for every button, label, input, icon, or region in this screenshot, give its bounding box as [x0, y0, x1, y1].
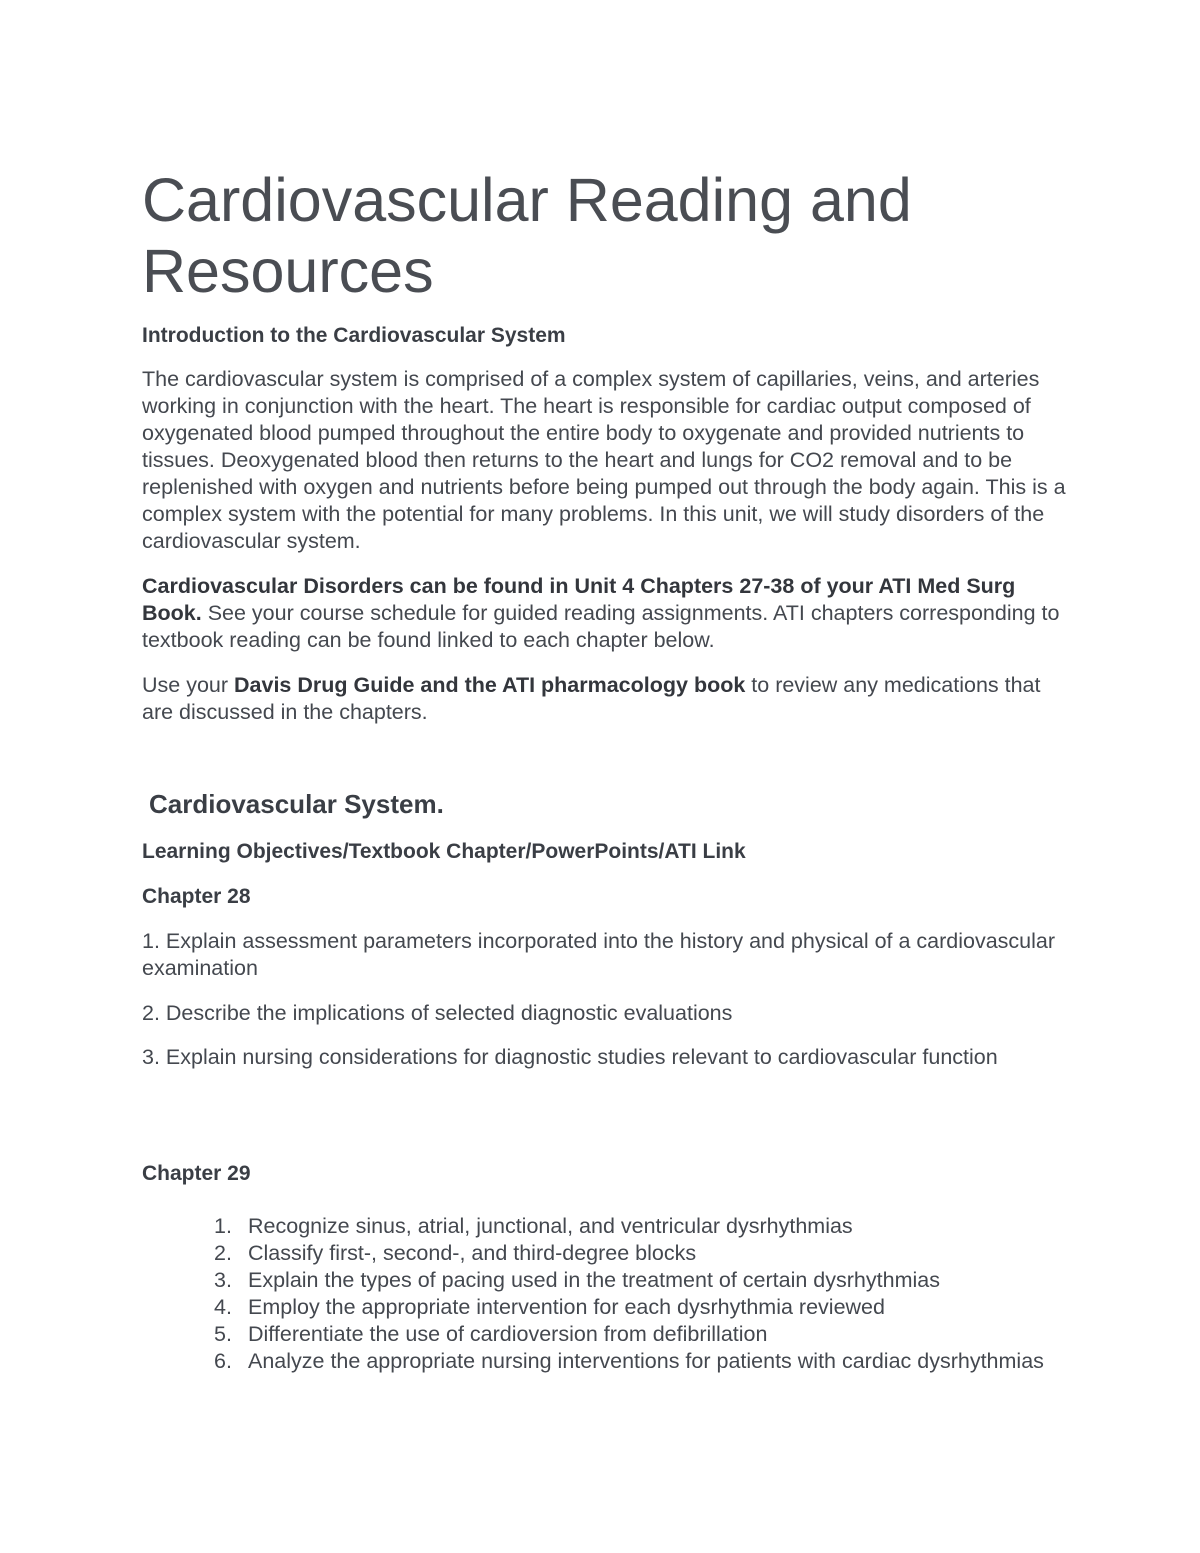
list-item-number: 5. [214, 1322, 232, 1346]
list-item-text: Recognize sinus, atrial, junctional, and ventricular dysrhythmias [248, 1214, 853, 1238]
list-item-text: Employ the appropriate intervention for each dysrhythmia reviewed [248, 1295, 885, 1319]
list-item [142, 1267, 1062, 1294]
chapter-29-objectives-list [142, 1213, 1062, 1375]
list-item-number: 3. [214, 1268, 232, 1292]
chapter-29-heading: Chapter 29 [142, 1162, 251, 1185]
list-item-text: Analyze the appropriate nursing interventions for patients with cardiac dysrhythmias [248, 1349, 1044, 1373]
drug-guide-paragraph [142, 672, 1067, 726]
list-item [142, 1321, 1062, 1348]
list-item [142, 1294, 1062, 1321]
chapter-28-heading: Chapter 28 [142, 885, 251, 908]
list-item-number: 1. [214, 1214, 232, 1238]
intro-paragraph: The cardiovascular system is comprised of a complex system of capillaries, veins, and arteries working in conjunction with the heart. The heart is responsible for cardiac output composed of oxygenated blood pumped throughout the entire body to oxygenate and provided nutrients to tissues. Deoxygenated blood then returns to the heart and lungs for CO2 removal and to be replenished with oxygen and nutrients before being pumped out through the body again. This is a complex system with the potential for many problems. In this unit, we will study disorders of the cardiovascular system. [142, 367, 1066, 553]
list-item-text: Classify first-, second-, and third-degree blocks [248, 1241, 697, 1265]
list-item-number: 4. [214, 1295, 232, 1319]
drug-guide-suffix: to review any medications that are discussed in the chapters. [142, 673, 1041, 724]
list-item-text: Explain the types of pacing used in the treatment of certain dysrhythmias [248, 1268, 940, 1292]
chapter-28-objective-2: 2. Describe the implications of selected diagnostic evaluations [142, 1001, 733, 1025]
drug-guide-bold-text: Davis Drug Guide and the ATI pharmacology book [234, 673, 746, 697]
disorders-bold-text: Cardiovascular Disorders can be found in Unit 4 Chapters 27-38 of your ATI Med Surg Book. [142, 574, 1016, 625]
chapter-28-objective-3: 3. Explain nursing considerations for diagnostic studies relevant to cardiovascular function [142, 1045, 998, 1069]
system-heading: Cardiovascular System. [149, 789, 444, 819]
list-item-text: Differentiate the use of cardioversion from defibrillation [248, 1322, 768, 1346]
drug-guide-prefix: Use your [142, 673, 235, 697]
chapter-28-objective-1: 1. Explain assessment parameters incorporated into the history and physical of a cardiovascular examination [142, 929, 1056, 980]
list-item-number: 2. [214, 1241, 232, 1265]
disorders-text: See your course schedule for guided reading assignments. ATI chapters corresponding to textbook reading can be found linked to each chapter below. [142, 601, 1060, 652]
learning-objectives-heading: Learning Objectives/Textbook Chapter/PowerPoints/ATI Link [142, 840, 746, 863]
list-item [142, 1240, 1062, 1267]
list-item [142, 1348, 1062, 1375]
intro-heading: Introduction to the Cardiovascular System [142, 324, 566, 347]
disorders-paragraph [142, 573, 1067, 654]
list-item [142, 1213, 1062, 1240]
document-title: Cardiovascular Reading and Resources [142, 166, 912, 305]
list-item-number: 6. [214, 1349, 232, 1373]
